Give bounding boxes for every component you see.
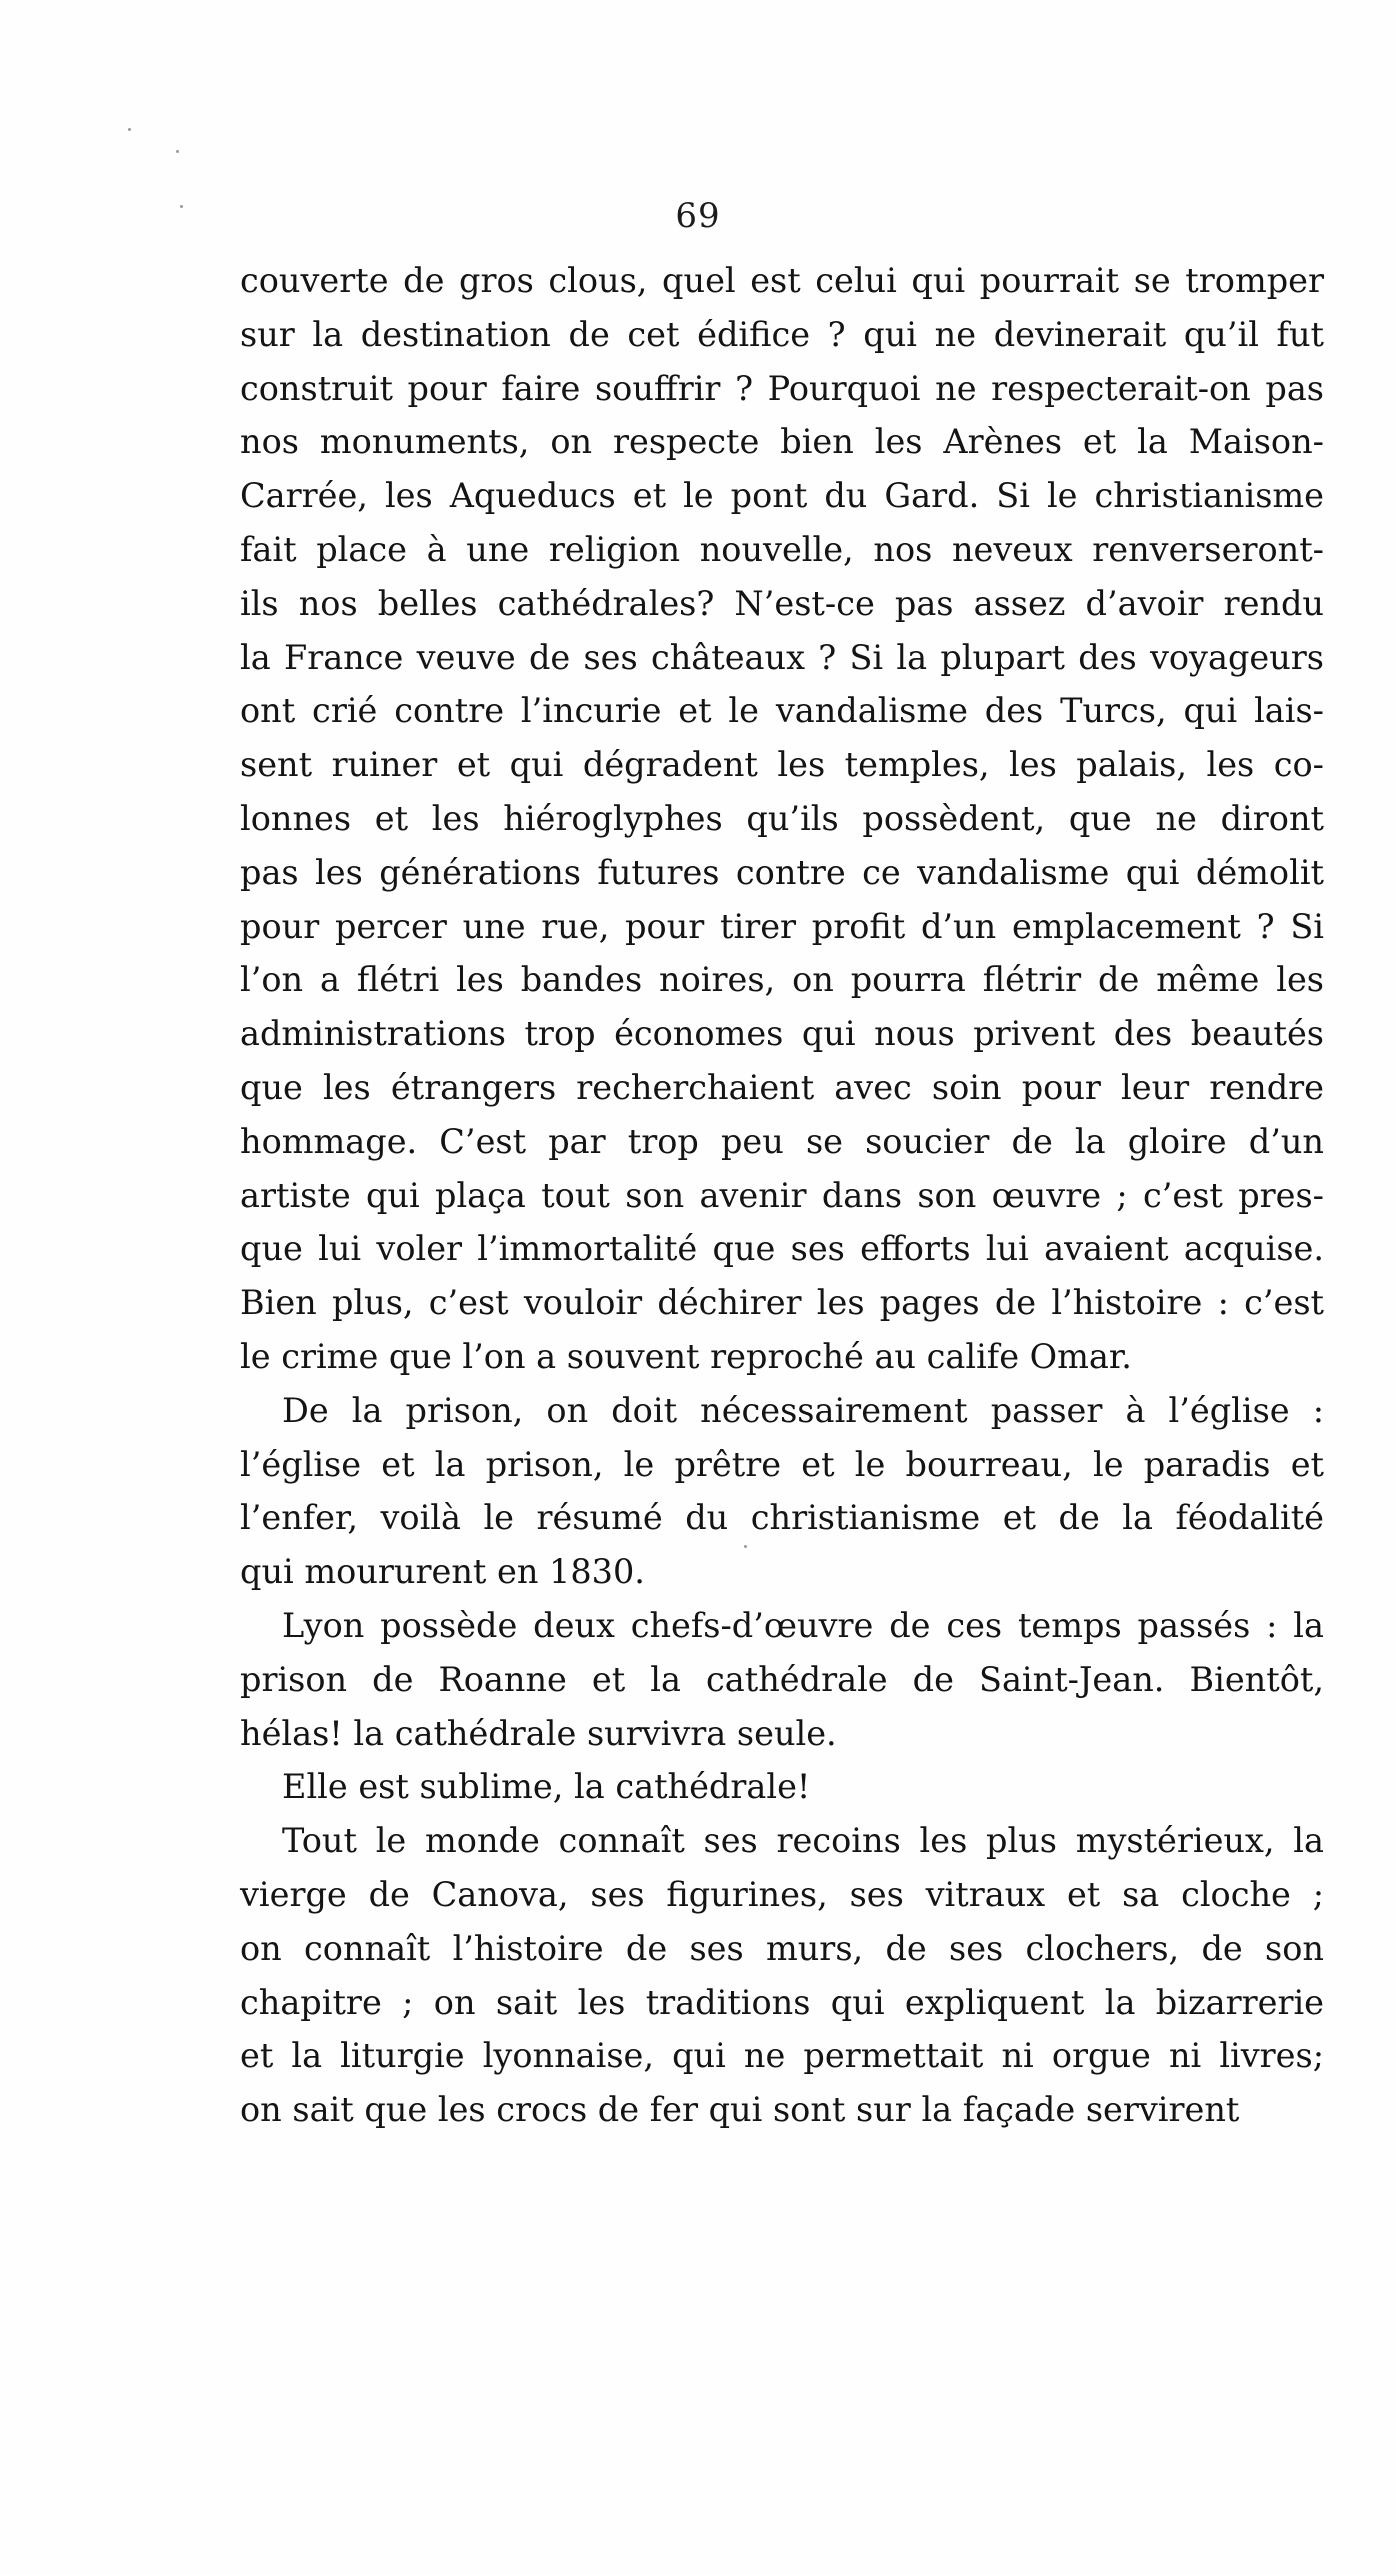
text-line: Elle est sublime, la cathédrale! [282,1767,811,1807]
text-line: Tout le monde connaît ses recoins les plus mystérieux, la [282,1821,1324,1861]
paper-speck [128,128,131,131]
text-line: nos monuments, on respecte bien les Arènes et la Maison- [240,422,1324,462]
text-line: chapitre ; on sait les traditions qui expliquent la bizarrerie [240,1982,1324,2022]
text-line: Lyon possède deux chefs-d’œuvre de ces temps passés : la [282,1605,1324,1645]
text-line: que lui voler l’immortalité que ses efforts lui avaient acquise. [240,1229,1324,1269]
paper-speck [176,150,179,153]
text-line: hélas! la cathédrale survivra seule. [240,1713,837,1753]
text-line: administrations trop économes qui nous privent des beautés [240,1014,1324,1054]
text-line: l’enfer, voilà le résumé du christianisme et de la féodalité [240,1498,1324,1538]
paragraph [240,1814,1324,2137]
text-line: hommage. C’est par trop peu se soucier de la gloire d’un [240,1121,1324,1161]
text-line: Bien plus, c’est vouloir déchirer les pages de l’histoire : c’est [240,1283,1324,1323]
page-number: 69 [675,196,721,236]
text-line: Carrée, les Aqueducs et le pont du Gard. Si le christianisme [240,476,1324,516]
text-line: ils nos belles cathédrales? N’est-ce pas assez d’avoir rendu [240,583,1324,623]
text-line: sur la destination de cet édifice ? qui ne devinerait qu’il fut [240,314,1324,354]
text-line: lonnes et les hiéroglyphes qu’ils possèdent, que ne diront [240,798,1324,838]
text-line: vierge de Canova, ses figurines, ses vitraux et sa cloche ; [240,1874,1324,1914]
text-line: l’église et la prison, le prêtre et le bourreau, le paradis et [240,1444,1324,1484]
body-text [240,254,1324,2137]
text-line: on connaît l’histoire de ses murs, de ses clochers, de son [240,1928,1324,1968]
text-line: construit pour faire souffrir ? Pourquoi ne respecterait-on pas [240,368,1324,408]
text-line: qui moururent en 1830. [240,1552,645,1592]
paragraph [240,254,1324,1384]
text-line: ont crié contre l’incurie et le vandalisme des Turcs, qui lais- [240,691,1324,731]
text-line: fait place à une religion nouvelle, nos neveux renverseront- [240,529,1324,569]
text-line: couverte de gros clous, quel est celui qui pourrait se tromper [240,261,1324,300]
text-line: la France veuve de ses châteaux ? Si la plupart des voyageurs [240,637,1324,677]
text-line: l’on a flétri les bandes noires, on pourra flétrir de même les [240,960,1324,1000]
text-line: De la prison, on doit nécessairement passer à l’église : [282,1390,1324,1430]
paragraph [240,1384,1324,1599]
text-line: le crime que l’on a souvent reproché au calife Omar. [240,1336,1132,1376]
paragraph [240,1599,1324,1760]
text-line: on sait que les crocs de fer qui sont sur la façade servirent [240,2090,1240,2130]
text-line: et la liturgie lyonnaise, qui ne permettait ni orgue ni livres; [240,2036,1324,2076]
text-line: que les étrangers recherchaient avec soin pour leur rendre [240,1067,1324,1107]
paragraph [240,1760,1324,1814]
text-line: sent ruiner et qui dégradent les temples, les palais, les co- [240,745,1324,785]
text-line: pour percer une rue, pour tirer profit d’un emplacement ? Si [240,906,1324,946]
text-line: prison de Roanne et la cathédrale de Saint-Jean. Bientôt, [240,1659,1324,1699]
text-line: artiste qui plaça tout son avenir dans son œuvre ; c’est pres- [240,1175,1324,1215]
text-line: pas les générations futures contre ce vandalisme qui démolit [240,852,1324,892]
